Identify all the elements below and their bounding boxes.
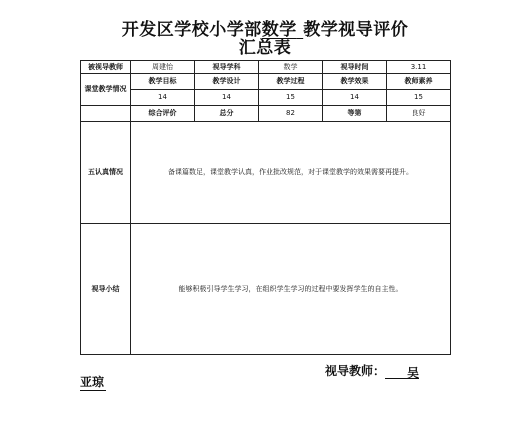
table-row-conduct [81, 122, 451, 224]
score-quality: 15 [387, 90, 451, 106]
conduct-label: 五认真情况 [81, 122, 131, 224]
total-label: 总分 [195, 106, 259, 122]
grade-label: 等第 [323, 106, 387, 122]
teacher-label: 被视导教师 [81, 61, 131, 74]
criterion-design: 教学设计 [195, 74, 259, 90]
summary-label: 视导小结 [81, 224, 131, 355]
inspector-label: 视导教师： [325, 364, 386, 378]
criterion-goal: 教学目标 [131, 74, 195, 90]
time-value: 3.11 [387, 61, 451, 74]
inspector-signature [325, 362, 419, 379]
criterion-effect: 教学效果 [323, 74, 387, 90]
score-goal: 14 [131, 90, 195, 106]
overall-blank [81, 106, 131, 122]
subject-value: 数学 [259, 61, 323, 74]
title-subject: 数学 [261, 20, 297, 40]
summary-text: 能够积极引导学生学习，在组织学生学习的过程中要发挥学生的自主性。 [131, 224, 451, 355]
table-row-scores [81, 90, 451, 106]
table-row-info [81, 61, 451, 74]
conduct-text: 备课篇数足，课堂教学认真，作业批改规范，对于课堂教学的效果需要再提升。 [131, 122, 451, 224]
evaluation-table [80, 60, 451, 355]
document-title [0, 20, 530, 40]
inspector-name-part1: 吴 [385, 364, 419, 379]
title-school: 开发区学校小学部 [121, 20, 262, 40]
teacher-value: 周建怡 [131, 61, 195, 74]
subject-label: 视导学科 [195, 61, 259, 74]
total-value: 82 [259, 106, 323, 122]
overall-label: 综合评价 [131, 106, 195, 122]
score-process: 15 [259, 90, 323, 106]
table-row-overall [81, 106, 451, 122]
document-title-line2: 汇总表 [238, 38, 292, 58]
time-label: 视导时间 [323, 61, 387, 74]
section-label: 课堂教学情况 [81, 74, 131, 106]
criterion-quality: 教师素养 [387, 74, 451, 90]
table-row-summary [81, 224, 451, 355]
table-row-criteria [81, 74, 451, 90]
inspector-name-part2: 亚琼 [80, 375, 105, 389]
score-design: 14 [195, 90, 259, 106]
criterion-process: 教学过程 [259, 74, 323, 90]
title-evaluation: 教学视导评价 [303, 20, 409, 40]
score-effect: 14 [323, 90, 387, 106]
grade-value: 良好 [387, 106, 451, 122]
